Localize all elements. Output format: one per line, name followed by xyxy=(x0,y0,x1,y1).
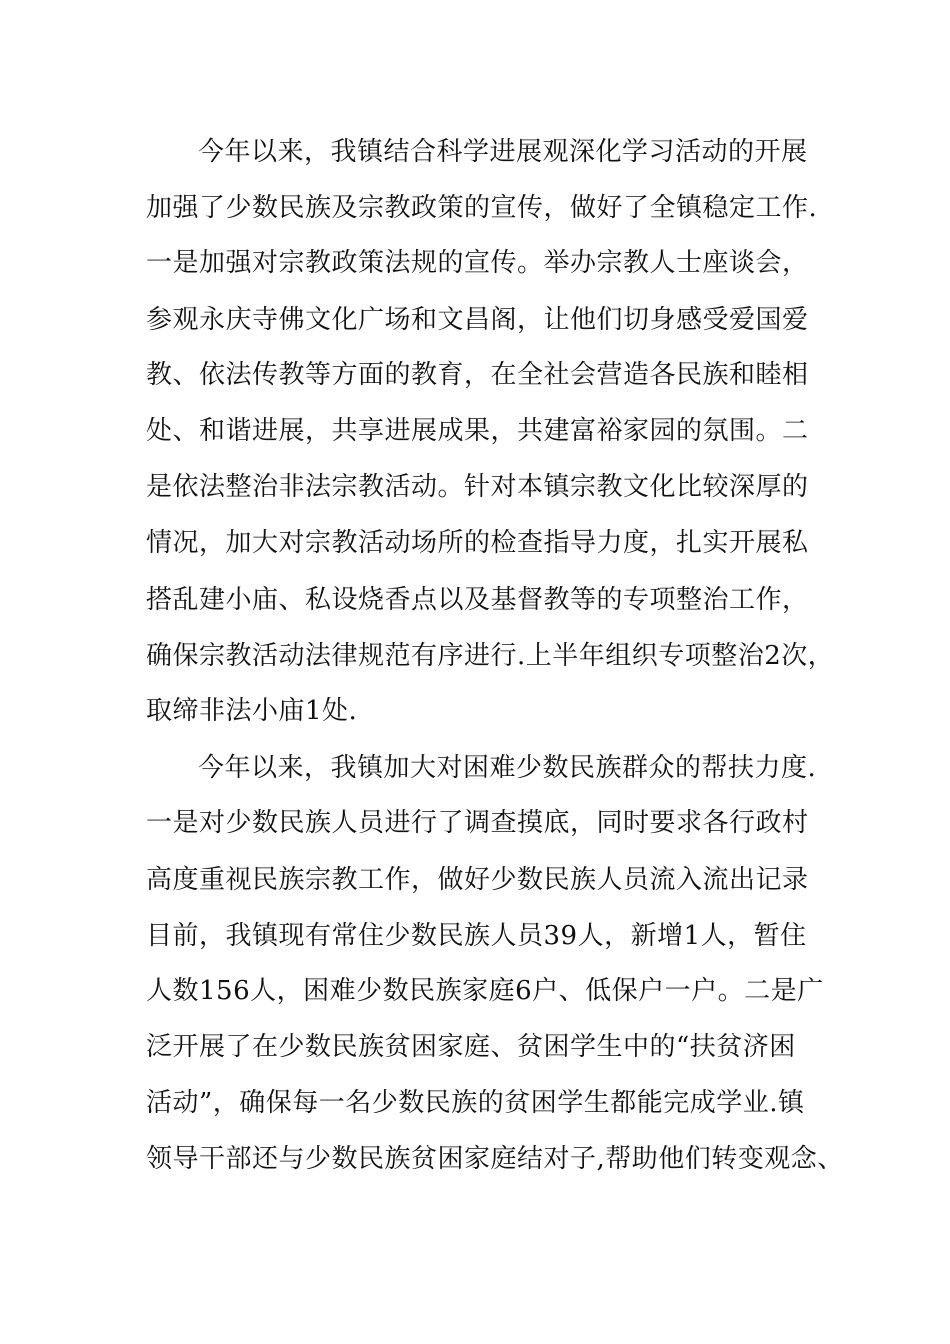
paragraph-2-line-3: 高度重视民族宗教工作，做好少数民族人员流入流出记录 xyxy=(146,865,809,895)
paragraph-2-line-5: 人数156人，困难少数民族家庭6户、低保户一户。二是广 xyxy=(146,976,824,1006)
paragraph-1-line-10: 确保宗教活动法律规范有序进行.上半年组织专项整治2次， xyxy=(146,641,835,671)
paragraph-2-line-1: 今年以来，我镇加大对困难少数民族群众的帮扶力度. xyxy=(198,753,817,783)
paragraph-1-line-2: 加强了少数民族及宗教政策的宣传，做好了全镇稳定工作. xyxy=(146,193,818,223)
paragraph-1-line-3: 一是加强对宗教政策法规的宣传。举办宗教人士座谈会， xyxy=(146,248,809,278)
paragraph-1-line-1: 今年以来，我镇结合科学进展观深化学习活动的开展 xyxy=(198,137,808,167)
paragraph-1-line-7: 是依法整治非法宗教活动。针对本镇宗教文化比较深厚的 xyxy=(146,472,809,502)
paragraph-1-line-8: 情况，加大对宗教活动场所的检查指导力度，扎实开展私 xyxy=(146,528,809,558)
paragraph-2-line-8: 领导干部还与少数民族贫困家庭结对子,帮助他们转变观念、 xyxy=(146,1144,844,1174)
paragraph-2-line-7: 活动”，确保每一名少数民族的贫困学生都能完成学业.镇 xyxy=(146,1088,805,1118)
paragraph-2-line-4: 目前，我镇现有常住少数民族人员39人，新增1人，暂住 xyxy=(146,921,807,951)
paragraph-2-line-6: 泛开展了在少数民族贫困家庭、贫困学生中的“扶贫济困 xyxy=(146,1032,796,1062)
paragraph-1-line-4: 参观永庆寺佛文化广场和文昌阁，让他们切身感受爱国爱 xyxy=(146,305,809,335)
paragraph-1-line-11: 取缔非法小庙1处. xyxy=(146,696,358,726)
paragraph-1-line-5: 教、依法传教等方面的教育，在全社会营造各民族和睦相 xyxy=(146,360,809,390)
paragraph-1-line-6: 处、和谐进展，共享进展成果，共建富裕家园的氛围。二 xyxy=(146,416,809,446)
paragraph-2-line-2: 一是对少数民族人员进行了调查摸底，同时要求各行政村 xyxy=(146,808,809,838)
paragraph-1-line-9: 搭乱建小庙、私设烧香点以及基督教等的专项整治工作， xyxy=(146,585,809,615)
